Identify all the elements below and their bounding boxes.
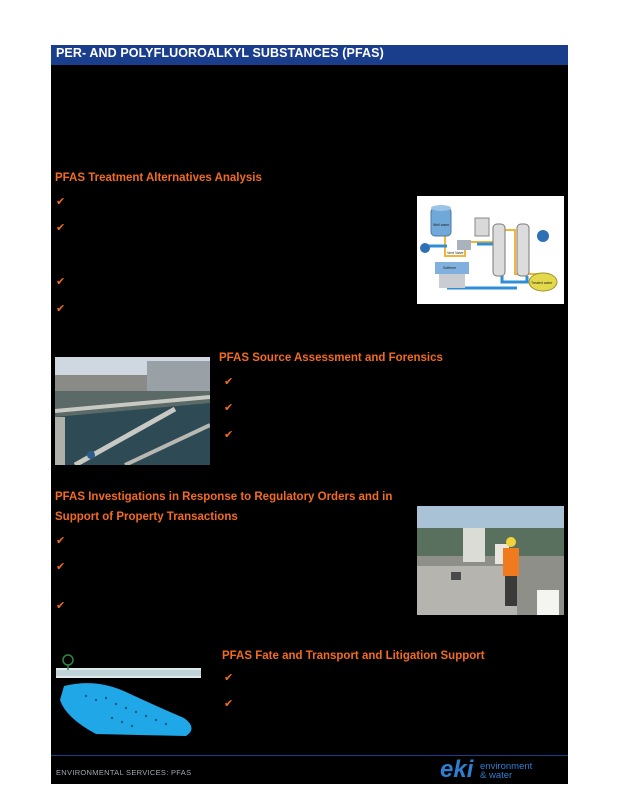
diagram-label: Treated water	[531, 281, 553, 285]
check-icon: ✔	[224, 672, 234, 684]
field-sampling-photo	[417, 506, 564, 615]
check-icon: ✔	[56, 561, 66, 573]
check-icon: ✔	[56, 600, 66, 612]
treatment-system-diagram	[417, 196, 564, 304]
groundwater-plume-illustration	[56, 648, 201, 740]
section-heading-forensics: PFAS Source Assessment and Forensics	[219, 352, 443, 364]
check-icon: ✔	[56, 222, 66, 234]
check-icon: ✔	[224, 402, 234, 414]
section-heading-investigations: PFAS Investigations in Response to Regulatory Orders and in	[55, 491, 393, 503]
page-title: PER- AND POLYFLUOROALKYL SUBSTANCES (PFAS)	[56, 46, 384, 60]
check-icon: ✔	[224, 698, 234, 710]
diagram-label: Well water	[433, 223, 450, 227]
check-icon: ✔	[56, 303, 66, 315]
section-heading-treatment: PFAS Treatment Alternatives Analysis	[55, 172, 262, 184]
title-divider	[51, 64, 568, 65]
check-icon: ✔	[224, 376, 234, 388]
eki-logo-mark: eki	[440, 756, 474, 783]
footer-service-label: ENVIRONMENTAL SERVICES: PFAS	[56, 768, 192, 777]
logo-text-line1: environment	[480, 761, 533, 772]
check-icon: ✔	[56, 196, 66, 208]
logo-text-line2: & water	[480, 770, 513, 781]
diagram-label: Softener	[443, 266, 457, 270]
treatment-basin-photo	[55, 357, 210, 465]
section-heading-investigations-line2: Support of Property Transactions	[55, 511, 238, 523]
check-icon: ✔	[56, 276, 66, 288]
footer-divider	[51, 755, 568, 756]
diagram-label: Vent Valve	[447, 251, 464, 255]
check-icon: ✔	[56, 535, 66, 547]
check-icon: ✔	[224, 429, 234, 441]
section-heading-fate-transport: PFAS Fate and Transport and Litigation Support	[222, 650, 485, 662]
